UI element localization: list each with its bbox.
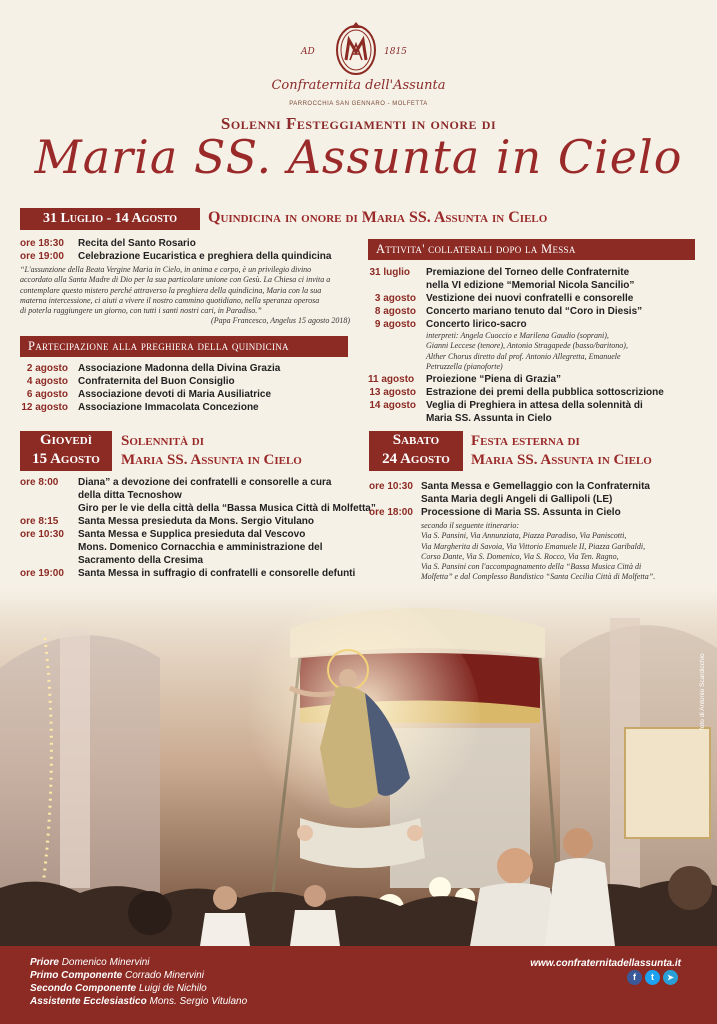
partecipazione-title: Partecipazione alla preghiera della quindicina bbox=[20, 336, 348, 357]
list-item: 14 agosto Veglia di Preghiera in attesa della solennità di Maria SS. Assunta in Cielo bbox=[369, 400, 643, 424]
giovedi-date-box: Giovedì 15 Agosto bbox=[20, 431, 112, 471]
list-item: 13 agosto Estrazione dei premi della pubblica sottoscrizione bbox=[369, 387, 664, 398]
schedule-row: ore 19:00 Celebrazione Eucaristica e preghiera della quindicina bbox=[20, 251, 332, 262]
list-item: 12 agosto Associazione Immacolata Concezione bbox=[21, 402, 259, 413]
photo-credit bbox=[696, 640, 706, 730]
list-item: 31 luglio Premiazione del Torneo delle Confraternite nella VI edizione “Memorial Nicola Sancilio” bbox=[369, 267, 635, 291]
facebook-icon[interactable]: f bbox=[627, 970, 642, 985]
procession-itinerary: secondo il seguente itinerario: Via S. Pansini, Via Annunziata, Piazza Paradiso, Via Paniscotti, Via Margherita di Savoia, Via Vittorio Emanuele II, Piazza Garibaldi, Corso Dante, Via S. Domenico, Via S. Rocco, Via Ten. Ragno, Via S. Pansini con l'accompagnamento della “Bassa Musica Città di Molfetta” e dal Complesso Bandistico “Santa Cecilia Città di Molfetta”. bbox=[421, 521, 656, 582]
list-item: 4 agosto Confraternita del Buon Consiglio bbox=[26, 376, 235, 387]
concert-performers: interpreti: Angela Cuoccio e Marilena Gaudio (soprani), Gianni Leccese (tenore), Antonio Stragapede (basso/baritono), Alther Chorus diretto dal prof. Antonio Allegretta, Emanuele Petruzzella (pianoforte) bbox=[426, 331, 628, 371]
papal-quote: “L'assunzione della Beata Vergine Maria in Cielo, in anima e corpo, è un privilegio divino accordato alla Santa Madre di Dio per la sua particolare unione con Gesù. La Chiesa ci invita a contemplare questo mistero perché attraverso la preghiera della quindicina, Maria con la sua materna intercessione, ci aiuti a vivere il nostro cammino quotidiano, nella speranza operosa di poterla raggiungere un giorno, con tutti i santi nostri cari, in Paradiso.” (Papa Francesco, Angelus 15 agosto 2018) bbox=[20, 265, 350, 326]
list-item: 11 agosto Proiezione “Piena di Grazia” bbox=[368, 374, 562, 385]
schedule-row: ore 8:15 Santa Messa presieduta da Mons. Sergio Vitulano bbox=[20, 516, 314, 527]
organization-name: Confraternita dell'Assunta bbox=[271, 78, 446, 93]
footer-role-priore: Priore Domenico Minervini bbox=[30, 957, 150, 968]
attivita-title: Attivita' collaterali dopo la Messa bbox=[368, 239, 695, 260]
schedule-row: ore 10:30 Santa Messa e Supplica presieduta dal Vescovo Mons. Domenico Cornacchia e amministrazione del Sacramento della Cresima bbox=[20, 529, 323, 566]
founding-year: 1815 bbox=[384, 47, 407, 57]
sabato-title: Festa esterna di Maria SS. Assunta in Cielo bbox=[471, 433, 652, 468]
list-item: 2 agosto Associazione Madonna della Divina Grazia bbox=[26, 363, 281, 374]
footer-role-primo: Primo Componente Corrado Minervini bbox=[30, 970, 204, 981]
poster-subtitle: Solenni Festeggiamenti in onore di bbox=[220, 114, 497, 133]
schedule-row: ore 10:30 Santa Messa e Gemellaggio con la Confraternita Santa Maria degli Angeli di Gallipoli (LE) bbox=[369, 481, 650, 505]
list-item: 8 agosto Concerto mariano tenuto dal “Coro in Diesis” bbox=[374, 306, 643, 317]
twitter-icon[interactable]: t bbox=[645, 970, 660, 985]
ad-mark: AD bbox=[301, 47, 315, 57]
website-link[interactable]: www.confraternitadellassunta.it bbox=[530, 958, 681, 969]
quote-source: (Papa Francesco, Angelus 15 agosto 2018) bbox=[211, 316, 350, 326]
schedule-row: ore 18:00 Processione di Maria SS. Assunta in Cielo bbox=[369, 507, 621, 518]
footer-role-secondo: Secondo Componente Luigi de Nichilo bbox=[30, 983, 207, 994]
list-item: 9 agosto Concerto lirico-sacro bbox=[374, 319, 527, 330]
schedule-row: ore 18:30 Recita del Santo Rosario bbox=[20, 238, 196, 249]
schedule-row: ore 8:00 Diana” a devozione dei confratelli e consorelle a cura della ditta Tecnoshow Giro per le vie della città della “Bassa Musica Città di Molfetta” bbox=[20, 477, 376, 514]
sabato-date-box: Sabato 24 Agosto bbox=[369, 431, 463, 471]
list-item: 6 agosto Associazione devoti di Maria Ausiliatrice bbox=[26, 389, 272, 400]
procession-photo bbox=[0, 588, 717, 946]
confraternity-emblem-icon bbox=[331, 20, 381, 82]
schedule-row: ore 19:00 Santa Messa in suffragio di confratelli e consorelle defunti bbox=[20, 568, 356, 579]
footer-role-assistente: Assistente Ecclesiastico Mons. Sergio Vitulano bbox=[30, 996, 248, 1007]
quindicina-dates: 31 Luglio - 14 Agosto bbox=[20, 208, 200, 230]
parish-name: PARROCCHIA SAN GENNARO - MOLFETTA bbox=[289, 101, 428, 107]
quindicina-title: Quindicina in onore di Maria SS. Assunta in Cielo bbox=[208, 209, 548, 226]
poster-title: Maria SS. Assunta in Cielo bbox=[34, 130, 683, 184]
list-item: 3 agosto Vestizione dei nuovi confratelli e consorelle bbox=[374, 293, 634, 304]
svg-text:foto di Antonio Scardicchio: foto di Antonio Scardicchio bbox=[699, 653, 706, 730]
telegram-icon[interactable]: ➤ bbox=[663, 970, 678, 985]
giovedi-title: Solennità di Maria SS. Assunta in Cielo bbox=[121, 433, 302, 468]
